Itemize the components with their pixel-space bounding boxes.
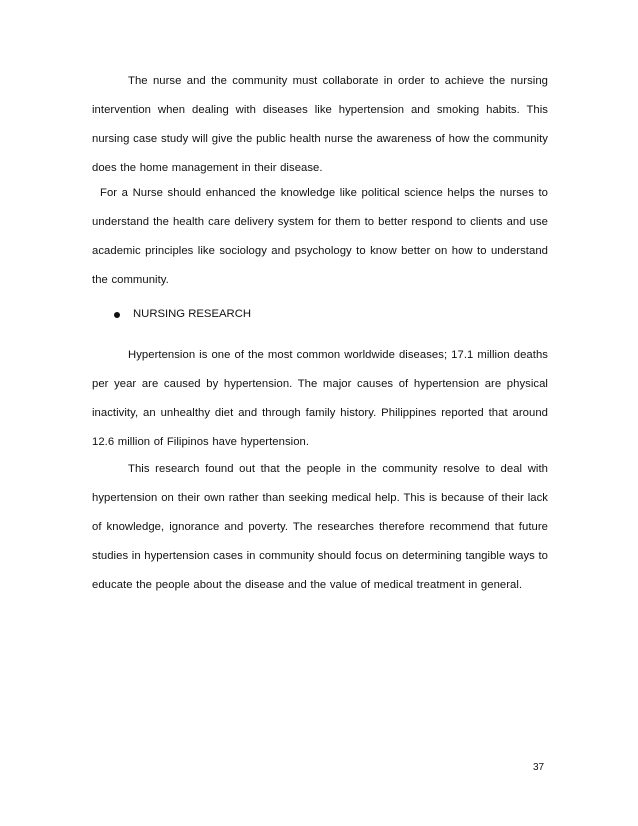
page-number: 37 <box>533 762 545 773</box>
paragraph-hypertension-stats: Hypertension is one of the most common worldwide diseases; 17.1 million deaths per year are caused by hypertension. The major causes of hypertension are physical inactivity, an unhealthy diet and through family history. Philippines reported that around 12.6 million of Filipinos have hypertension. <box>92 349 548 448</box>
paragraph-collaboration: The nurse and the community must collaborate in order to achieve the nursing intervention when dealing with diseases like hypertension and smoking habits. This nursing case study will give the public health nurse the awareness of how the community does the home management in their disease. <box>92 75 548 174</box>
bullet-icon <box>114 312 120 318</box>
paragraph-research-findings: This research found out that the people in the community resolve to deal with hypertension on their own rather than seeking medical help. This is because of their lack of knowledge, ignorance and poverty. The researches therefore recommend that future studies in hypertension cases in community should focus on determining tangible ways to educate the people about the disease and the value of medical treatment in general. <box>92 463 548 591</box>
section-heading-text: NURSING RESEARCH <box>133 308 252 320</box>
section-heading-nursing-research <box>114 300 251 329</box>
document-page <box>92 0 548 826</box>
paragraph-nurse-knowledge: For a Nurse should enhanced the knowledge like political science helps the nurses to understand the health care delivery system for them to better respond to clients and use academic principles like sociology and psychology to know better on how to understand the community. <box>92 187 548 286</box>
